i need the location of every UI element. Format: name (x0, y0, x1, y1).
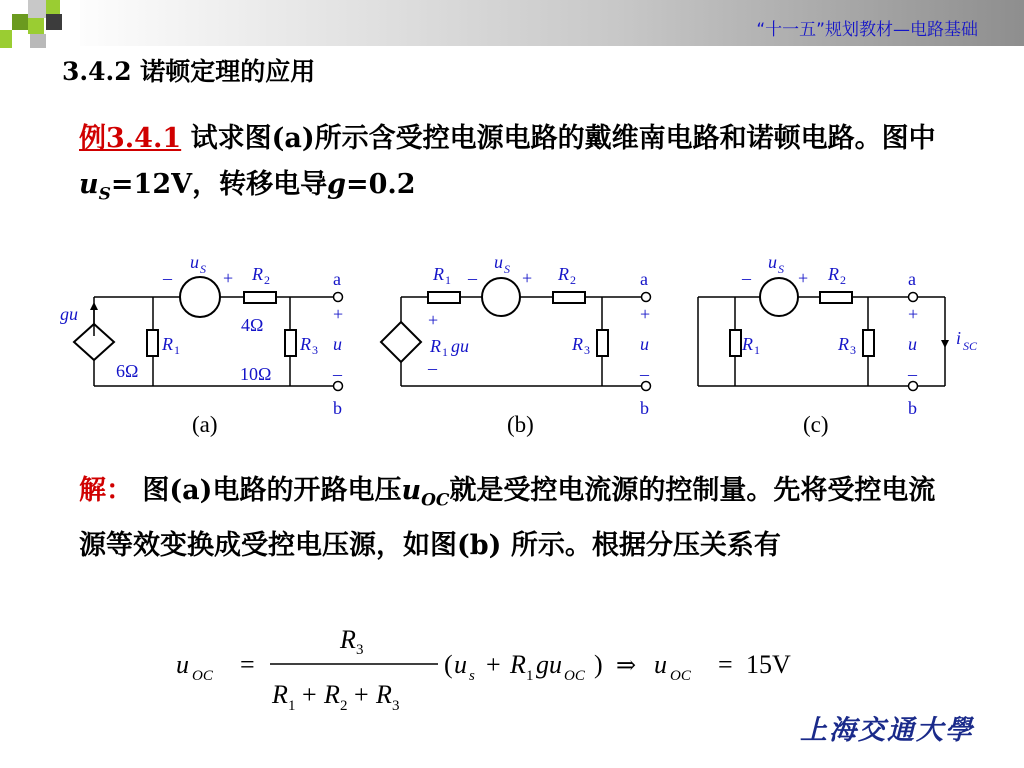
c-term-u: u (908, 334, 917, 354)
formula-paren-u-sub: s (469, 668, 475, 684)
b-src-minus: – (428, 358, 437, 378)
resistor-r2 (244, 292, 276, 303)
c-term-b: b (908, 398, 917, 418)
c-us-sub: S (778, 262, 784, 276)
c-r3-label: R (838, 334, 849, 354)
formula-lhs-sub: OC (192, 668, 213, 684)
resistor-r2 (553, 292, 585, 303)
example-paragraph (79, 116, 959, 217)
resistor-r1 (428, 292, 460, 303)
c-us-label: u (768, 252, 777, 272)
b-r1-label: R (433, 264, 444, 284)
c-term-a: a (908, 269, 916, 289)
a-term-a: a (333, 269, 341, 289)
resistor-r3 (597, 330, 608, 356)
formula-den-r1: R (272, 680, 288, 709)
us-symbol: u (79, 169, 99, 200)
resistor-r1 (147, 330, 158, 356)
c-minus: – (742, 268, 751, 288)
b-term-minus: – (640, 364, 649, 384)
example-text-2: =12V，转移电导 (110, 169, 328, 200)
example-text-1: 试求图(a)所示含受控电源电路的戴维南电路和诺顿电路。图中 (190, 123, 936, 154)
caption-c: (c) (803, 412, 829, 437)
a-plus: + (223, 268, 234, 288)
a-us-sub: S (200, 262, 206, 276)
formula-arrow: ⇒ (616, 653, 637, 679)
c-term-plus: + (908, 304, 919, 324)
b-term-b: b (640, 398, 649, 418)
formula-lhs: u (176, 650, 189, 679)
c-r1-label: R (742, 334, 753, 354)
a-term-minus: – (333, 364, 342, 384)
c-plus: + (798, 268, 809, 288)
circuit-diagrams (0, 240, 1024, 450)
university-logo: 上海交通大學 (800, 715, 974, 746)
example-text-3: =0.2 (345, 169, 416, 200)
b-term-a: a (640, 269, 648, 289)
example-label: 例3.4.1 (79, 123, 182, 154)
formula-paren-R-sub: 1 (526, 668, 534, 684)
b-term-plus: + (640, 304, 651, 324)
terminal-a (642, 293, 651, 302)
b-src-plus: + (428, 310, 439, 330)
uoc-symbol: u (401, 475, 422, 506)
formula-den-r3-sub: 3 (392, 698, 400, 714)
g-symbol: g (327, 169, 346, 200)
a-r1-label: R (162, 334, 173, 354)
resistor-r3 (863, 330, 874, 356)
formula-num-sub: 3 (356, 642, 364, 658)
b-r2-sub: 2 (570, 273, 576, 287)
voltage-source-us (760, 278, 798, 316)
caption-a: (a) (192, 412, 218, 437)
c-isc-label: i (956, 328, 962, 348)
c-r1-sub: 1 (754, 343, 760, 357)
resistor-r3 (285, 330, 296, 356)
formula-den-r1-sub: 1 (288, 698, 296, 714)
a-term-b: b (333, 398, 342, 418)
b-r1-sub: 1 (445, 273, 451, 287)
solution-label: 解： (79, 475, 133, 506)
b-us-label: u (494, 252, 503, 272)
a-r2-value: 4Ω (241, 315, 264, 335)
a-r3-label: R (300, 334, 311, 354)
solution-text-1: 图(a)电路的开路电压 (142, 475, 402, 506)
voltage-source-us (180, 277, 220, 317)
formula-result-value: 15V (746, 650, 791, 679)
c-r2-label: R (828, 264, 839, 284)
solution-paragraph (79, 468, 959, 569)
a-us-label: u (190, 252, 199, 272)
corner-decoration (0, 0, 80, 52)
section-title: 3.4.2 诺顿定理的应用 (62, 57, 316, 86)
a-r3-sub: 3 (312, 343, 318, 357)
a-r2-label: R (252, 264, 263, 284)
b-plus: + (522, 268, 533, 288)
b-us-sub: S (504, 262, 510, 276)
svg-text:): ) (594, 650, 603, 679)
terminal-a (909, 293, 918, 302)
resistor-r2 (820, 292, 852, 303)
a-r1-sub: 1 (174, 343, 180, 357)
a-r2-sub: 2 (264, 273, 270, 287)
a-r3-value: 10Ω (240, 364, 272, 384)
svg-text:+: + (354, 680, 369, 709)
formula-paren-R: R (510, 650, 526, 679)
b-src-sub: 1 (442, 345, 448, 359)
formula-paren-gu-sub: OC (564, 668, 585, 684)
formula-result-sub: OC (670, 668, 691, 684)
solution-text-2: 就是受控电流源的控制量。先将受控电流源等效变换成受控电压源，如图(b) 所示。根据分压关系有 (79, 475, 936, 562)
formula-den-r2: R (324, 680, 340, 709)
voltage-source-us (482, 278, 520, 316)
b-r2-label: R (558, 264, 569, 284)
terminal-a (334, 293, 343, 302)
formula-result-u: u (654, 650, 667, 679)
a-term-plus: + (333, 304, 344, 324)
svg-text:(: ( (444, 650, 453, 679)
formula-den-r2-sub: 2 (340, 698, 348, 714)
b-src-R: R (430, 336, 441, 356)
controlled-voltage-source (381, 322, 421, 362)
c-r3-sub: 3 (850, 343, 856, 357)
svg-text:=: = (240, 650, 255, 679)
formula-den-r3: R (376, 680, 392, 709)
formula (170, 618, 870, 728)
a-term-u: u (333, 334, 342, 354)
b-r3-label: R (572, 334, 583, 354)
c-term-minus: – (908, 364, 917, 384)
c-isc-sub: SC (963, 339, 978, 353)
course-title: “十一五”规划教材—电路基础 (756, 20, 978, 40)
formula-paren-gu: gu (536, 650, 562, 679)
a-minus: – (163, 268, 172, 288)
us-sub: S (98, 184, 111, 205)
uoc-sub: OC (421, 490, 450, 511)
b-r3-sub: 3 (584, 343, 590, 357)
formula-paren-u: u (454, 650, 467, 679)
formula-num: R (340, 625, 356, 654)
circuit-b (381, 278, 651, 391)
c-r2-sub: 2 (840, 273, 846, 287)
svg-text:+: + (302, 680, 317, 709)
caption-b: (b) (507, 412, 534, 437)
b-src-gu: gu (451, 336, 469, 356)
b-term-u: u (640, 334, 649, 354)
a-source-label: gu (60, 304, 78, 324)
svg-text:+: + (486, 650, 501, 679)
resistor-r1 (730, 330, 741, 356)
b-minus: – (468, 268, 477, 288)
svg-text:=: = (718, 650, 733, 679)
a-r1-value: 6Ω (116, 361, 139, 381)
